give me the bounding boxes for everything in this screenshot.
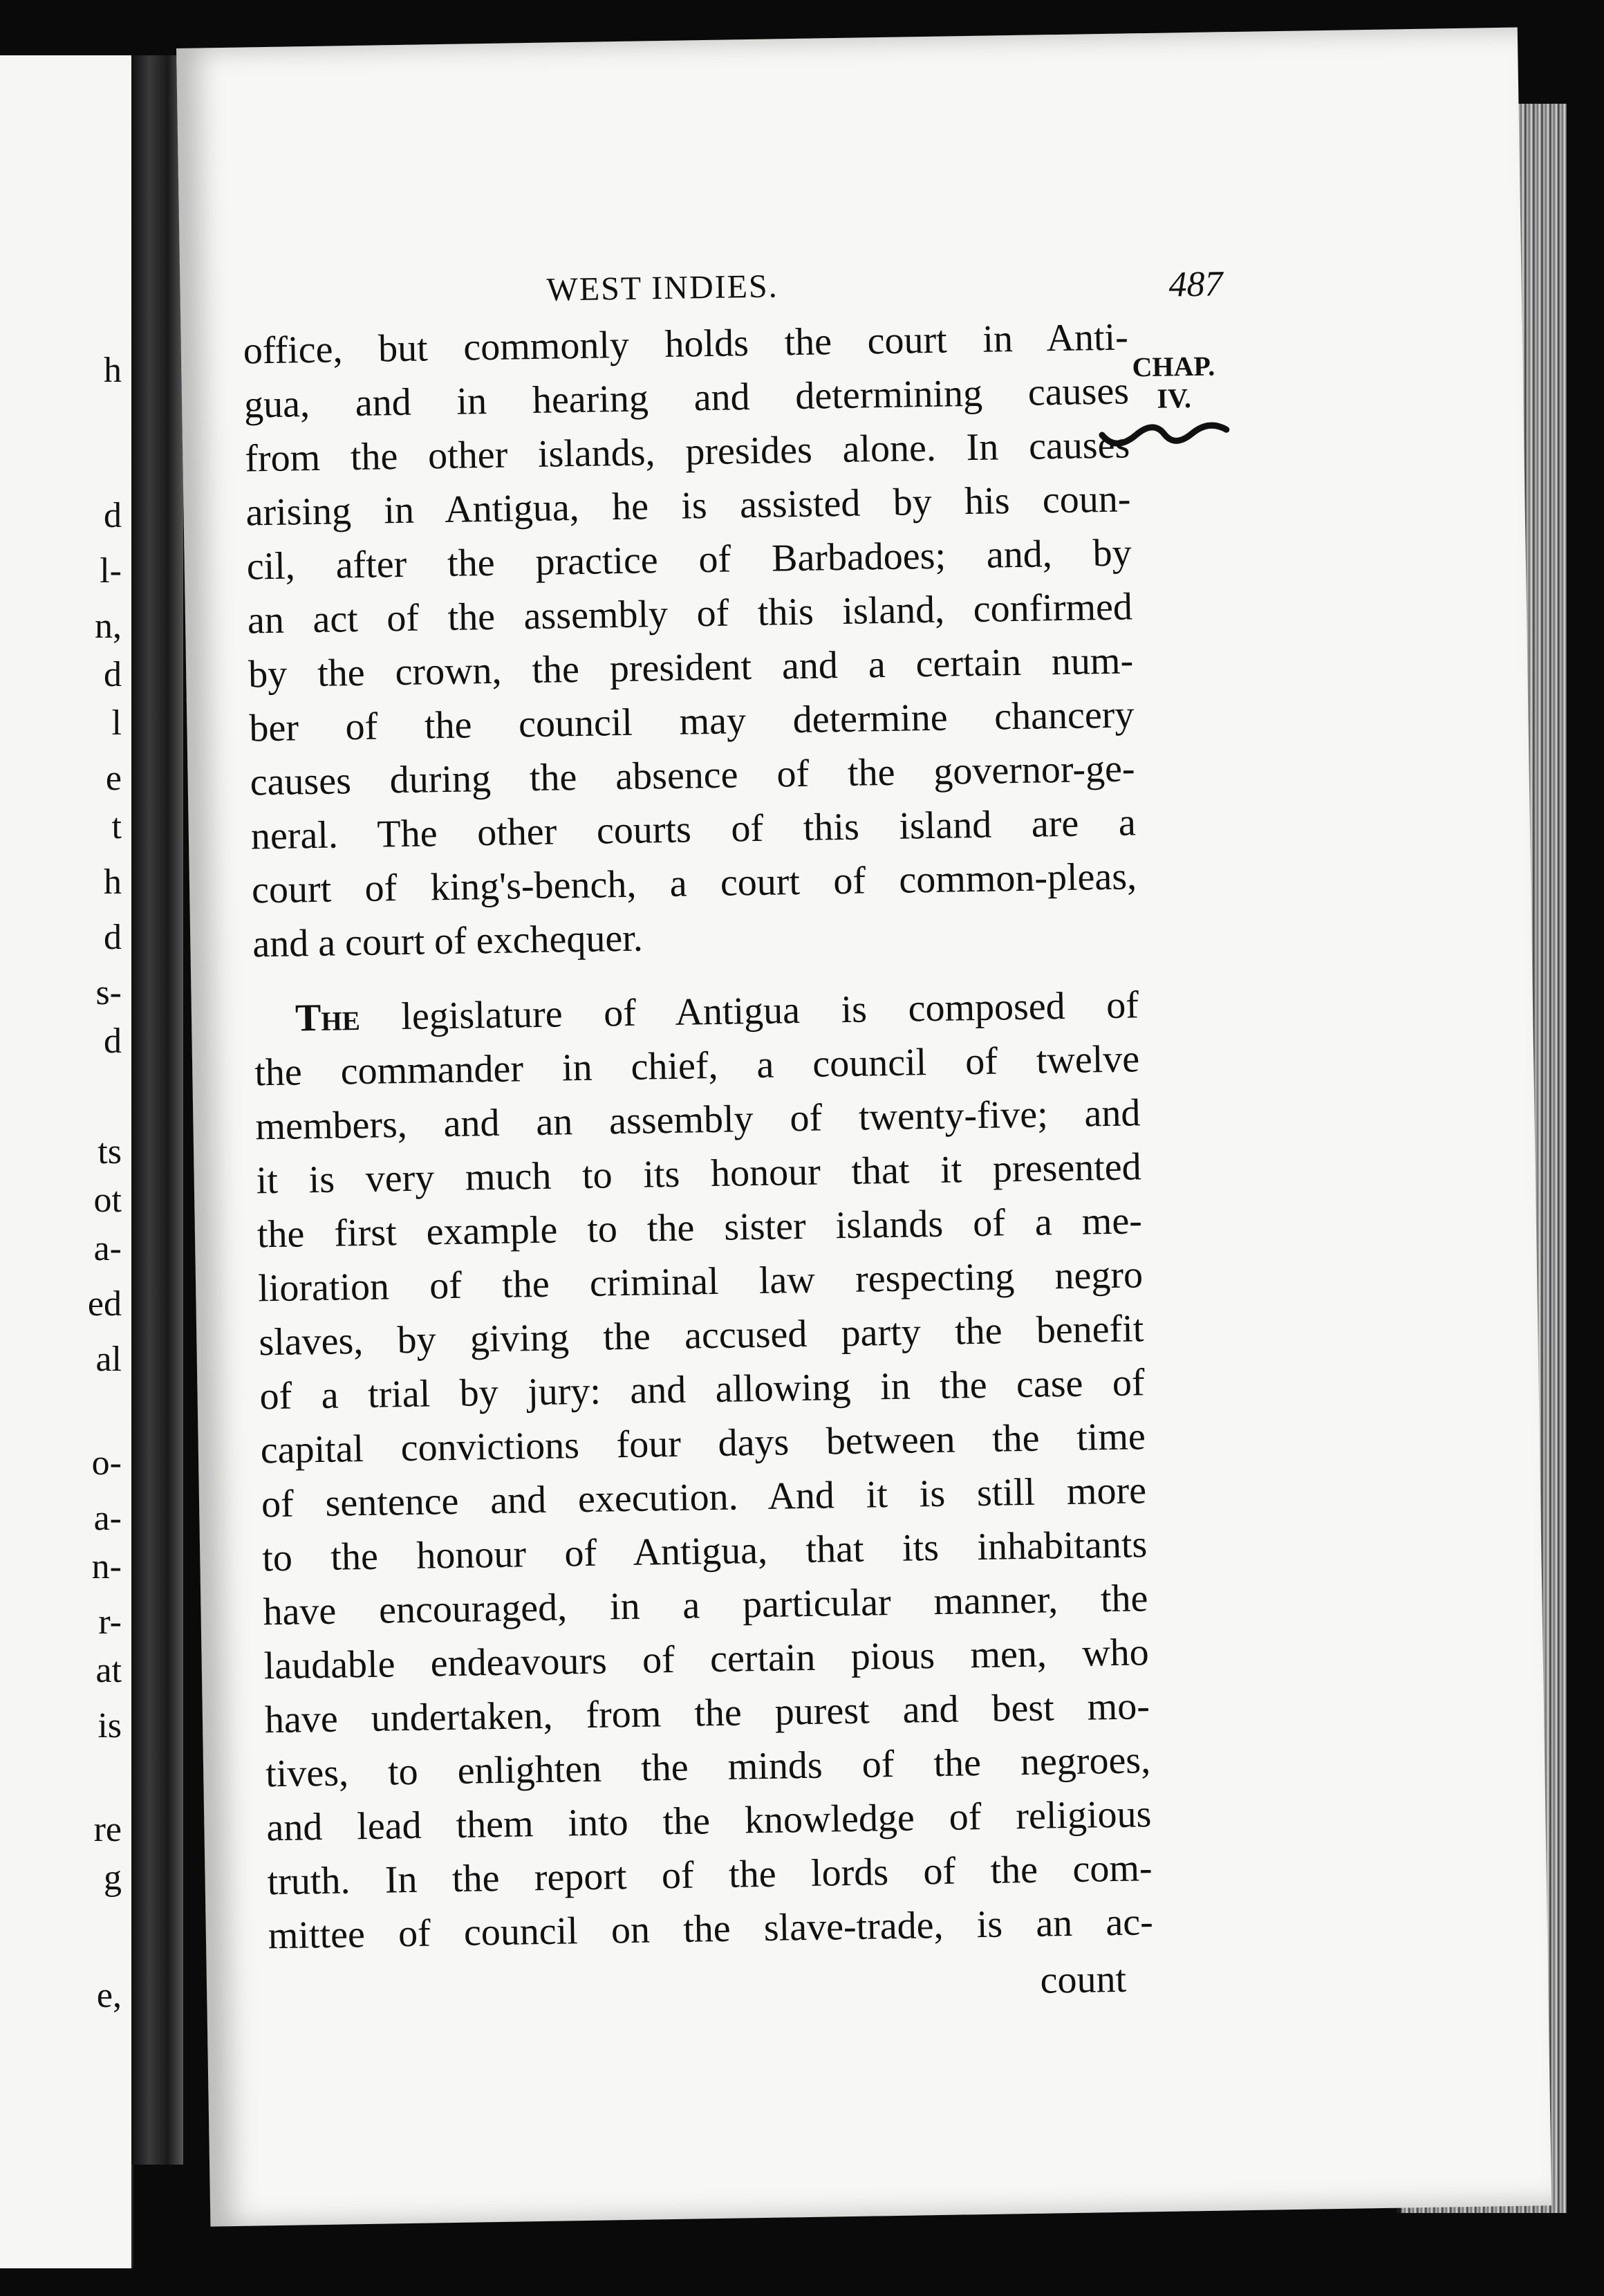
left-page-fragment-text: e (105, 759, 122, 798)
text-line: of sentence and execution. And it is still more (261, 1469, 1147, 1526)
page-number: 487 (1168, 264, 1223, 305)
left-page-fragment-text: d (104, 918, 122, 957)
text-line: ber of the council may determine chancery (248, 693, 1135, 750)
paragraph-2 (253, 978, 1153, 1963)
text-line: capital convictions four days between the time (260, 1415, 1146, 1472)
text-line: mittee of council on the slave-trade, is an ac- (268, 1900, 1154, 1958)
left-page-fragment-text: is (97, 1706, 122, 1746)
left-page-fragment-text: o- (91, 1443, 122, 1483)
text-line: of a trial by jury: and allowing in the case of (259, 1361, 1145, 1418)
left-page-fragment-text: at (95, 1651, 122, 1690)
left-page-fragment-text: h (104, 862, 122, 902)
text-line: members, and an assembly of twenty-five; and (255, 1091, 1141, 1149)
left-page-fragment-text: a- (93, 1499, 122, 1538)
left-page-fragment-text: r- (98, 1602, 122, 1642)
chap-number: IV. (1157, 382, 1192, 414)
text-line: and lead them into the knowledge of religious (265, 1793, 1152, 1850)
left-page-fragment-text: ed (87, 1284, 122, 1324)
left-page-fragment-text: l (111, 703, 122, 743)
text-line: truth. In the report of the lords of the com- (267, 1846, 1153, 1904)
text-line: gua, and in hearing and determining causes (243, 369, 1130, 427)
left-page-fragment-text: n- (91, 1547, 122, 1586)
left-page-fragment-text: l- (100, 551, 122, 591)
left-page-fragment-text: ot (93, 1181, 122, 1220)
left-page-fragment-text: e, (96, 1976, 122, 2015)
text-line: the commander in chief, a council of twelve (254, 1037, 1140, 1095)
left-page-fragment-text: t (111, 807, 122, 846)
left-page-fragment-text: re (93, 1810, 122, 1849)
book-gutter (131, 55, 183, 2165)
running-head: WEST INDIES. (546, 268, 779, 308)
left-page-fragment-text: d (104, 1021, 122, 1061)
text-line: tives, to enlighten the minds of the negroes, (265, 1739, 1151, 1796)
text-line: it is very much to its honour that it presented (256, 1145, 1142, 1203)
left-page-fragment-text: n, (95, 607, 122, 646)
chap-text: CHAP. (1132, 350, 1215, 383)
text-line: arising in Antigua, he is assisted by his coun- (245, 477, 1131, 535)
text-line: office, but commonly holds the court in Anti- (243, 315, 1129, 373)
text-line: to the honour of Antigua, that its inhabitants (261, 1523, 1148, 1580)
left-page-fragment-text: s- (95, 973, 122, 1012)
left-page-fragment-text: g (104, 1858, 122, 1898)
text-line: have encouraged, in a particular manner, the (263, 1577, 1148, 1634)
text-line: court of king's-bench, a court of common-pleas, (251, 855, 1137, 912)
text-line: laudable endeavours of certain pious men, who (263, 1631, 1150, 1688)
text-line: causes during the absence of the governor-ge- (250, 747, 1136, 804)
text-line: have undertaken, from the purest and best mo- (264, 1685, 1150, 1742)
left-page-fragment-text: d (104, 496, 122, 535)
text-line: lioration of the criminal law respecting negro (257, 1253, 1144, 1311)
paragraph-lead-word: The (295, 996, 361, 1040)
text-line: cil, after the practice of Barbadoes; and, by (246, 531, 1132, 589)
text-line: and a court of exchequer. (252, 916, 644, 966)
paragraph-1 (243, 310, 1138, 971)
text-line: slaves, by giving the accused party the benefit (258, 1307, 1144, 1364)
text-line: by the crown, the president and a certain num- (248, 639, 1134, 696)
text-line-rest: legislature of Antigua is composed of (360, 983, 1139, 1039)
body-text (243, 310, 1154, 2019)
left-page-fragment-text: d (104, 655, 122, 694)
text-line: from the other islands, presides alone. In causes (244, 423, 1130, 481)
left-page-fragment-text: h (104, 351, 122, 390)
catchword: count (1040, 1957, 1127, 2002)
left-page-fragment-text: a- (93, 1229, 122, 1268)
text-line: an act of the assembly of this island, confirmed (247, 585, 1133, 642)
left-page-fragment-text: al (95, 1340, 122, 1379)
text-line: the first example to the sister islands of a me- (257, 1199, 1143, 1257)
text-line: neral. The other courts of this island are a (250, 801, 1137, 858)
right-page (176, 28, 1551, 2227)
left-page-fragment-text: ts (97, 1132, 122, 1172)
left-page-fragment (0, 55, 133, 2268)
